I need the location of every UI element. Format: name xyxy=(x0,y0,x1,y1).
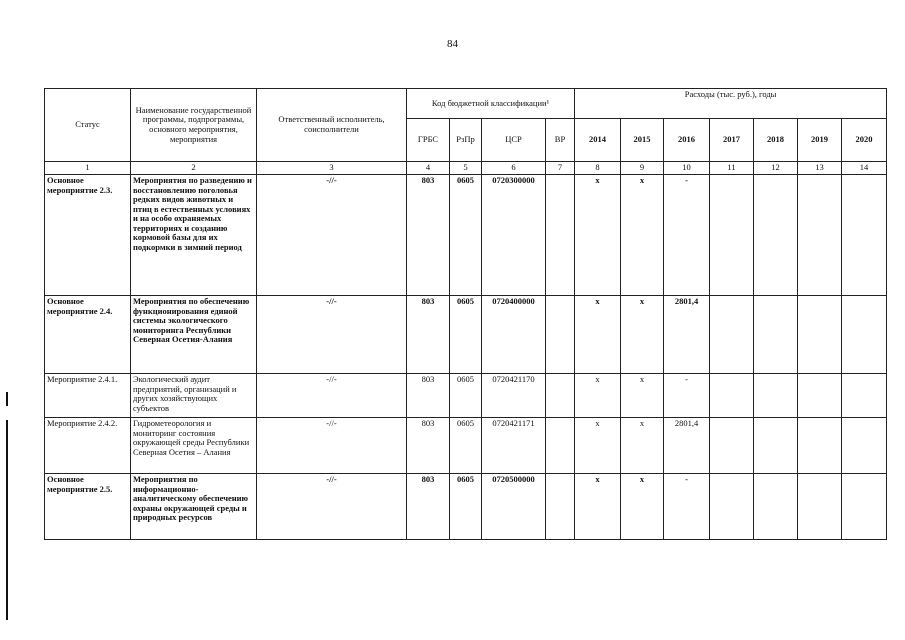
header-csr: ЦСР xyxy=(482,119,546,162)
header-year-2017: 2017 xyxy=(710,119,754,162)
column-number: 3 xyxy=(257,162,407,175)
header-year-2019: 2019 xyxy=(798,119,842,162)
year-2017-cell xyxy=(710,418,754,474)
page-number: 84 xyxy=(447,38,458,50)
header-year-2016: 2016 xyxy=(664,119,710,162)
header-year-2018: 2018 xyxy=(754,119,798,162)
year-2019-cell xyxy=(798,474,842,540)
year-2016-cell: - xyxy=(664,175,710,296)
year-2014-cell: x xyxy=(575,175,621,296)
year-2014-cell: x xyxy=(575,474,621,540)
header-year-2014: 2014 xyxy=(575,119,621,162)
column-number: 13 xyxy=(798,162,842,175)
year-2014-cell: x xyxy=(575,296,621,374)
column-number: 5 xyxy=(450,162,482,175)
year-2019-cell xyxy=(798,374,842,418)
table-row xyxy=(45,474,887,540)
year-2018-cell xyxy=(754,418,798,474)
header-row-main xyxy=(45,89,887,119)
year-2017-cell xyxy=(710,175,754,296)
csr-cell: 0720421171 xyxy=(482,418,546,474)
grbs-cell: 803 xyxy=(407,175,450,296)
year-2016-cell: - xyxy=(664,374,710,418)
rzpr-cell: 0605 xyxy=(450,418,482,474)
grbs-cell: 803 xyxy=(407,374,450,418)
year-2019-cell xyxy=(798,296,842,374)
csr-cell: 0720300000 xyxy=(482,175,546,296)
year-2015-cell: x xyxy=(621,296,664,374)
column-number: 9 xyxy=(621,162,664,175)
year-2019-cell xyxy=(798,175,842,296)
year-2018-cell xyxy=(754,175,798,296)
scan-margin-mark xyxy=(6,420,8,620)
year-2020-cell xyxy=(842,418,887,474)
year-2014-cell: x xyxy=(575,418,621,474)
year-2020-cell xyxy=(842,296,887,374)
header-vr: ВР xyxy=(546,119,575,162)
name-cell: Экологический аудит предприятий, организаций и других хозяйствующих субъектов xyxy=(131,374,257,418)
header-grbs: ГРБС xyxy=(407,119,450,162)
rzpr-cell: 0605 xyxy=(450,175,482,296)
status-cell: Мероприятие 2.4.2. xyxy=(45,418,131,474)
name-cell: Мероприятия по обеспечению функционирования единой системы экологического мониторинга Республики Северная Осетия-Алания xyxy=(131,296,257,374)
column-number: 8 xyxy=(575,162,621,175)
status-cell: Основное мероприятие 2.5. xyxy=(45,474,131,540)
year-2018-cell xyxy=(754,474,798,540)
scan-margin-mark xyxy=(6,392,8,406)
executor-cell: -//- xyxy=(257,474,407,540)
year-2018-cell xyxy=(754,374,798,418)
name-cell: Мероприятия по информационно-аналитическому обеспечению охраны окружающей среды и природных ресурсов xyxy=(131,474,257,540)
column-number: 2 xyxy=(131,162,257,175)
name-cell: Мероприятия по разведению и восстановлению поголовья редких видов животных и птиц в естественных условиях и на особо охраняемых территориях и созданию кормовой базы для их подкормки в зимний период xyxy=(131,175,257,296)
column-number: 14 xyxy=(842,162,887,175)
header-kbk: Код бюджетной классификации¹ xyxy=(407,89,575,119)
table-row xyxy=(45,175,887,296)
grbs-cell: 803 xyxy=(407,474,450,540)
year-2015-cell: x xyxy=(621,418,664,474)
column-number: 4 xyxy=(407,162,450,175)
executor-cell: -//- xyxy=(257,374,407,418)
year-2017-cell xyxy=(710,374,754,418)
header-expenses: Расходы (тыс. руб.), годы xyxy=(575,89,887,119)
column-number: 1 xyxy=(45,162,131,175)
rzpr-cell: 0605 xyxy=(450,474,482,540)
column-number-row xyxy=(45,162,887,175)
header-name: Наименование государственной программы, подпрограммы, основного мероприятия, мероприятия xyxy=(131,89,257,162)
header-year-2015: 2015 xyxy=(621,119,664,162)
csr-cell: 0720421170 xyxy=(482,374,546,418)
executor-cell: -//- xyxy=(257,296,407,374)
executor-cell: -//- xyxy=(257,418,407,474)
year-2015-cell: x xyxy=(621,474,664,540)
vr-cell xyxy=(546,474,575,540)
csr-cell: 0720500000 xyxy=(482,474,546,540)
year-2015-cell: x xyxy=(621,374,664,418)
year-2018-cell xyxy=(754,296,798,374)
status-cell: Мероприятие 2.4.1. xyxy=(45,374,131,418)
year-2019-cell xyxy=(798,418,842,474)
column-number: 7 xyxy=(546,162,575,175)
vr-cell xyxy=(546,374,575,418)
column-number: 10 xyxy=(664,162,710,175)
year-2020-cell xyxy=(842,175,887,296)
rzpr-cell: 0605 xyxy=(450,296,482,374)
year-2016-cell: 2801,4 xyxy=(664,418,710,474)
column-number: 12 xyxy=(754,162,798,175)
table-row xyxy=(45,374,887,418)
year-2015-cell: x xyxy=(621,175,664,296)
header-year-2020: 2020 xyxy=(842,119,887,162)
vr-cell xyxy=(546,296,575,374)
csr-cell: 0720400000 xyxy=(482,296,546,374)
grbs-cell: 803 xyxy=(407,296,450,374)
grbs-cell: 803 xyxy=(407,418,450,474)
year-2017-cell xyxy=(710,474,754,540)
year-2016-cell: - xyxy=(664,474,710,540)
column-number: 11 xyxy=(710,162,754,175)
table-row xyxy=(45,296,887,374)
table-row xyxy=(45,418,887,474)
column-number: 6 xyxy=(482,162,546,175)
budget-table xyxy=(44,88,887,540)
year-2020-cell xyxy=(842,374,887,418)
vr-cell xyxy=(546,175,575,296)
header-executor: Ответственный исполнитель, соисполнители xyxy=(257,89,407,162)
header-rzpr: РзПр xyxy=(450,119,482,162)
name-cell: Гидрометеорология и мониторинг состояния окружающей среды Республики Северная Осетия – Алания xyxy=(131,418,257,474)
executor-cell: -//- xyxy=(257,175,407,296)
year-2016-cell: 2801,4 xyxy=(664,296,710,374)
header-status: Статус xyxy=(45,89,131,162)
rzpr-cell: 0605 xyxy=(450,374,482,418)
vr-cell xyxy=(546,418,575,474)
year-2017-cell xyxy=(710,296,754,374)
year-2014-cell: x xyxy=(575,374,621,418)
status-cell: Основное мероприятие 2.3. xyxy=(45,175,131,296)
status-cell: Основное мероприятие 2.4. xyxy=(45,296,131,374)
year-2020-cell xyxy=(842,474,887,540)
